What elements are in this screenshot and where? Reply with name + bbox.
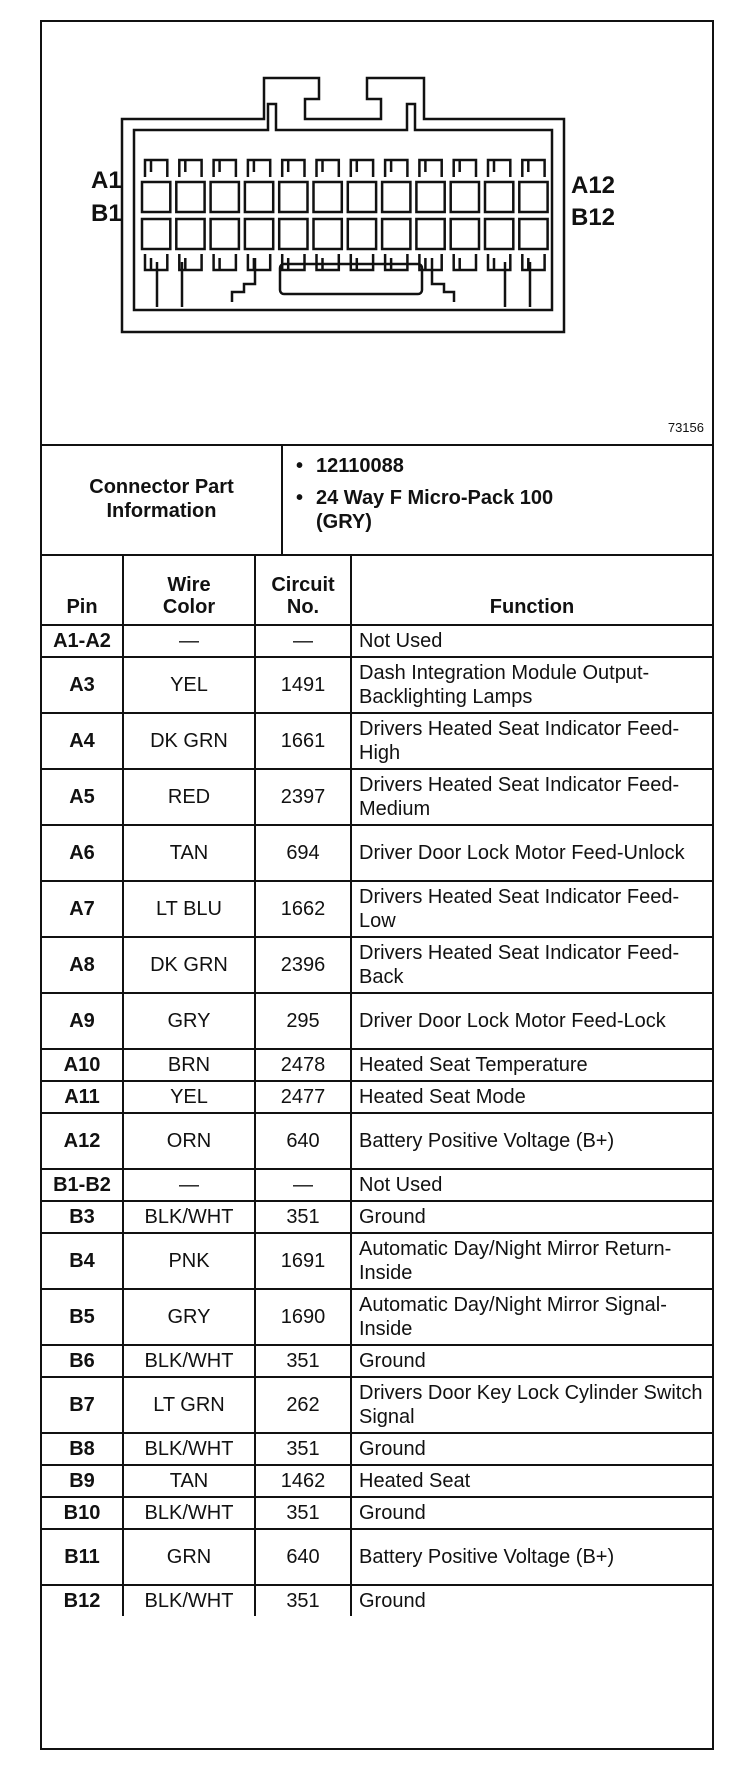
- cavity-a8: [382, 182, 410, 212]
- cavity-a3: [211, 182, 239, 212]
- pin-cell: A12: [42, 1113, 123, 1169]
- cavity-a7: [348, 182, 376, 212]
- pin-cell: B4: [42, 1233, 123, 1289]
- wire-color-cell: BLK/WHT: [123, 1497, 255, 1529]
- pin-cell: A5: [42, 769, 123, 825]
- pin-table: [42, 554, 712, 1616]
- wire-color-cell: BLK/WHT: [123, 1433, 255, 1465]
- circuit-cell: 1462: [255, 1465, 351, 1497]
- wire-color-cell: —: [123, 625, 255, 657]
- function-cell: Ground: [351, 1497, 712, 1529]
- function-cell: Not Used: [351, 1169, 712, 1201]
- latch-b4: [248, 254, 270, 270]
- circuit-cell: 2477: [255, 1081, 351, 1113]
- table-row: [42, 825, 712, 881]
- pin-cell: A8: [42, 937, 123, 993]
- pin-cell: B11: [42, 1529, 123, 1585]
- circuit-cell: 351: [255, 1345, 351, 1377]
- circuit-cell: 1662: [255, 881, 351, 937]
- circuit-cell: 1690: [255, 1289, 351, 1345]
- function-cell: Battery Positive Voltage (B+): [351, 1113, 712, 1169]
- info-label-line1: Connector Part: [89, 476, 234, 498]
- table-row: [42, 625, 712, 657]
- function-cell: Ground: [351, 1585, 712, 1616]
- circuit-cell: 351: [255, 1433, 351, 1465]
- pin-cell: A6: [42, 825, 123, 881]
- pin-cell: A4: [42, 713, 123, 769]
- latch-b10: [454, 254, 476, 270]
- table-row: [42, 1289, 712, 1345]
- table-row: [42, 937, 712, 993]
- cavity-b1: [142, 219, 170, 249]
- circuit-cell: 351: [255, 1585, 351, 1616]
- header-function: Function: [351, 554, 712, 625]
- table-row: [42, 1377, 712, 1433]
- wire-color-cell: GRN: [123, 1529, 255, 1585]
- latch-b11: [488, 254, 510, 270]
- cavity-a2: [176, 182, 204, 212]
- table-row: [42, 1585, 712, 1616]
- pin-label-a12: A12: [571, 172, 616, 199]
- function-cell: Automatic Day/Night Mirror Signal-Inside: [351, 1289, 712, 1345]
- latch-a10: [454, 160, 476, 177]
- wire-color-cell: BLK/WHT: [123, 1585, 255, 1616]
- latch-b6: [317, 254, 339, 270]
- latch-b7: [351, 254, 373, 270]
- figure-number: 73156: [667, 420, 704, 435]
- pin-cell: B5: [42, 1289, 123, 1345]
- connector-face-drawing: [42, 22, 712, 444]
- pin-cell: A11: [42, 1081, 123, 1113]
- pin-cell: B7: [42, 1377, 123, 1433]
- cavity-b8: [382, 219, 410, 249]
- function-cell: Ground: [351, 1433, 712, 1465]
- function-cell: Battery Positive Voltage (B+): [351, 1529, 712, 1585]
- header-circuit-no: Circuit No.: [255, 554, 351, 625]
- latch-a7: [351, 160, 373, 177]
- connector-sheet: [40, 20, 714, 1750]
- wire-color-cell: GRY: [123, 993, 255, 1049]
- function-cell: Ground: [351, 1201, 712, 1233]
- function-cell: Drivers Heated Seat Indicator Feed-Medium: [351, 769, 712, 825]
- table-row: [42, 1169, 712, 1201]
- function-cell: Drivers Heated Seat Indicator Feed-Back: [351, 937, 712, 993]
- table-row: [42, 1345, 712, 1377]
- connector-diagram: [42, 22, 712, 446]
- table-row: [42, 713, 712, 769]
- pin-cell: B10: [42, 1497, 123, 1529]
- table-row: [42, 1049, 712, 1081]
- cavity-a12: [519, 182, 547, 212]
- function-cell: Heated Seat: [351, 1465, 712, 1497]
- cavity-a5: [279, 182, 307, 212]
- cavity-b5: [279, 219, 307, 249]
- function-cell: Heated Seat Temperature: [351, 1049, 712, 1081]
- latch-a2: [179, 160, 201, 177]
- pin-cell: A3: [42, 657, 123, 713]
- pin-label-b1: B1: [91, 200, 122, 227]
- latch-b12: [522, 254, 544, 270]
- wire-color-cell: BLK/WHT: [123, 1345, 255, 1377]
- pin-cell: A10: [42, 1049, 123, 1081]
- function-cell: Dash Integration Module Output-Backlighting Lamps: [351, 657, 712, 713]
- cavity-a10: [451, 182, 479, 212]
- cavity-b4: [245, 219, 273, 249]
- circuit-cell: 694: [255, 825, 351, 881]
- cavity-a6: [314, 182, 342, 212]
- circuit-cell: 640: [255, 1529, 351, 1585]
- table-row: [42, 1433, 712, 1465]
- wire-color-cell: DK GRN: [123, 937, 255, 993]
- cavity-b6: [314, 219, 342, 249]
- cavity-a9: [416, 182, 444, 212]
- connector-description: • 24 Way F Micro-Pack 100 (GRY): [294, 486, 566, 534]
- cavity-a4: [245, 182, 273, 212]
- pin-cell: B3: [42, 1201, 123, 1233]
- wire-color-cell: BRN: [123, 1049, 255, 1081]
- pin-cell: A1-A2: [42, 625, 123, 657]
- cavity-b9: [416, 219, 444, 249]
- circuit-cell: 1661: [255, 713, 351, 769]
- latch-a11: [488, 160, 510, 177]
- table-row: [42, 993, 712, 1049]
- wire-color-cell: DK GRN: [123, 713, 255, 769]
- wire-color-cell: YEL: [123, 1081, 255, 1113]
- cavity-b3: [211, 219, 239, 249]
- header-wire-color: Wire Color: [123, 554, 255, 625]
- circuit-cell: —: [255, 625, 351, 657]
- pin-cell: B9: [42, 1465, 123, 1497]
- latch-a8: [385, 160, 407, 177]
- function-cell: Automatic Day/Night Mirror Return-Inside: [351, 1233, 712, 1289]
- circuit-cell: 2478: [255, 1049, 351, 1081]
- table-header-row: [42, 554, 712, 625]
- table-row: [42, 881, 712, 937]
- circuit-cell: 351: [255, 1201, 351, 1233]
- latch-a4: [248, 160, 270, 177]
- latch-a3: [214, 160, 236, 177]
- latch-a1: [145, 160, 167, 177]
- function-cell: Driver Door Lock Motor Feed-Lock: [351, 993, 712, 1049]
- pin-cell: A7: [42, 881, 123, 937]
- function-cell: Drivers Heated Seat Indicator Feed-High: [351, 713, 712, 769]
- table-row: [42, 1233, 712, 1289]
- wire-color-cell: LT BLU: [123, 881, 255, 937]
- pin-cell: B6: [42, 1345, 123, 1377]
- function-cell: Heated Seat Mode: [351, 1081, 712, 1113]
- table-row: [42, 1465, 712, 1497]
- latch-b5: [282, 254, 304, 270]
- wire-color-cell: —: [123, 1169, 255, 1201]
- pin-label-b12: B12: [571, 204, 616, 231]
- header-pin: Pin: [42, 554, 123, 625]
- wire-color-cell: LT GRN: [123, 1377, 255, 1433]
- table-row: [42, 769, 712, 825]
- circuit-cell: —: [255, 1169, 351, 1201]
- table-row: [42, 1201, 712, 1233]
- wire-color-cell: YEL: [123, 657, 255, 713]
- function-cell: Driver Door Lock Motor Feed-Unlock: [351, 825, 712, 881]
- connector-part-info-list: [294, 454, 566, 542]
- table-row: [42, 657, 712, 713]
- latch-a6: [317, 160, 339, 177]
- function-cell: Not Used: [351, 625, 712, 657]
- circuit-cell: 2397: [255, 769, 351, 825]
- table-row: [42, 1529, 712, 1585]
- cavity-a1: [142, 182, 170, 212]
- connector-part-info-row: [42, 444, 712, 556]
- wire-color-cell: BLK/WHT: [123, 1201, 255, 1233]
- circuit-cell: 2396: [255, 937, 351, 993]
- latch-a12: [522, 160, 544, 177]
- wire-color-cell: ORN: [123, 1113, 255, 1169]
- connector-part-info-label: [42, 444, 283, 554]
- wire-color-cell: TAN: [123, 825, 255, 881]
- circuit-cell: 1691: [255, 1233, 351, 1289]
- circuit-cell: 295: [255, 993, 351, 1049]
- wire-color-cell: PNK: [123, 1233, 255, 1289]
- cavity-b12: [519, 219, 547, 249]
- latch-a5: [282, 160, 304, 177]
- info-label-line2: Information: [106, 500, 217, 522]
- circuit-cell: 262: [255, 1377, 351, 1433]
- table-row: [42, 1497, 712, 1529]
- cavity-b2: [176, 219, 204, 249]
- pin-cell: B1-B2: [42, 1169, 123, 1201]
- cavity-b10: [451, 219, 479, 249]
- wire-color-cell: GRY: [123, 1289, 255, 1345]
- latch-b3: [214, 254, 236, 270]
- latch-a9: [419, 160, 441, 177]
- function-cell: Ground: [351, 1345, 712, 1377]
- pin-label-a1: A1: [91, 167, 122, 194]
- table-row: [42, 1113, 712, 1169]
- cavity-b11: [485, 219, 513, 249]
- circuit-cell: 1491: [255, 657, 351, 713]
- cavity-a11: [485, 182, 513, 212]
- circuit-cell: 351: [255, 1497, 351, 1529]
- pin-cell: B8: [42, 1433, 123, 1465]
- function-cell: Drivers Door Key Lock Cylinder Switch Signal: [351, 1377, 712, 1433]
- table-row: [42, 1081, 712, 1113]
- wire-color-cell: TAN: [123, 1465, 255, 1497]
- cavity-b7: [348, 219, 376, 249]
- wire-color-cell: RED: [123, 769, 255, 825]
- latch-b8: [385, 254, 407, 270]
- pin-cell: B12: [42, 1585, 123, 1616]
- circuit-cell: 640: [255, 1113, 351, 1169]
- pin-cell: A9: [42, 993, 123, 1049]
- function-cell: Drivers Heated Seat Indicator Feed-Low: [351, 881, 712, 937]
- part-number: • 12110088: [294, 454, 566, 478]
